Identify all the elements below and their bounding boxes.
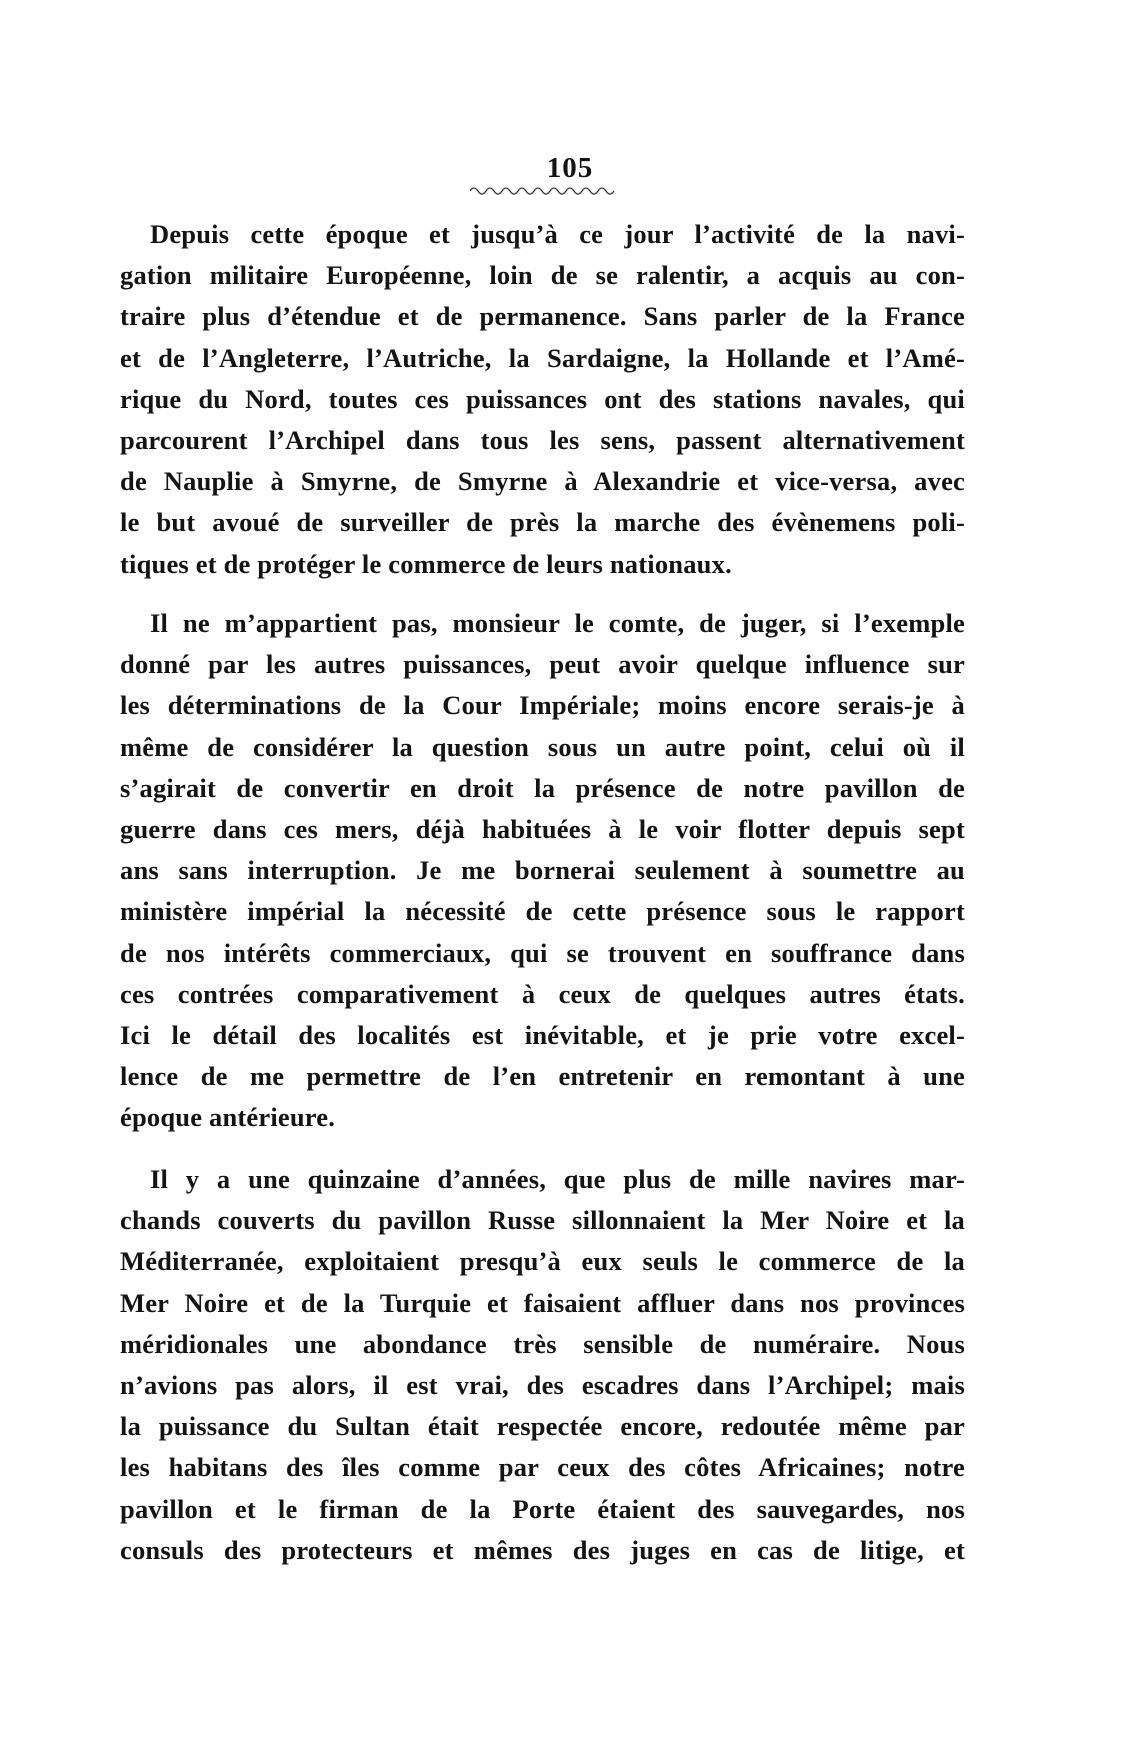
text-line: ministère impérial la nécessité de cette présence sous le rapport bbox=[120, 896, 965, 927]
text-line: Mer Noire et de la Turquie et faisaient affluer dans nos provinces bbox=[120, 1287, 965, 1318]
text-line: de nos intérêts commerciaux, qui se trouvent en souffrance dans bbox=[120, 937, 965, 968]
text-line: ans sans interruption. Je me bornerai seulement à soumettre au bbox=[120, 855, 965, 886]
page-number: 105 bbox=[546, 152, 594, 184]
text-line: les habitans des îles comme par ceux des côtes Africaines; notre bbox=[120, 1452, 965, 1483]
text-line: s’agirait de convertir en droit la présence de notre pavillon de bbox=[120, 772, 965, 803]
text-line: tiques et de protéger le commerce de leurs nationaux. bbox=[120, 548, 732, 579]
text-line: Méditerranée, exploitaient presqu’à eux seuls le commerce de la bbox=[120, 1246, 965, 1277]
text-line: pavillon et le firman de la Porte étaient des sauvegardes, nos bbox=[120, 1493, 965, 1524]
paragraph-3 bbox=[120, 1159, 965, 1612]
paragraph-2 bbox=[120, 603, 965, 1180]
text-line: le but avoué de surveiller de près la marche des évènemens poli- bbox=[120, 507, 965, 538]
text-line: traire plus d’étendue et de permanence. Sans parler de la France bbox=[120, 301, 965, 332]
text-line: Depuis cette époque et jusqu’à ce jour l’activité de la navi- bbox=[150, 219, 965, 249]
text-line: époque antérieure. bbox=[120, 1102, 336, 1133]
text-line: Ici le détail des localités est inévitable, et je prie votre excel- bbox=[120, 1020, 965, 1051]
text-line: donné par les autres puissances, peut avoir quelque influence sur bbox=[120, 649, 965, 680]
text-line: gation militaire Européenne, loin de se ralentir, a acquis au con- bbox=[120, 260, 965, 291]
text-line: parcourent l’Archipel dans tous les sens, passent alternativement bbox=[120, 425, 965, 456]
text-line: consuls des protecteurs et mêmes des juges en cas de litige, et bbox=[120, 1534, 965, 1565]
text-line: la puissance du Sultan était respectée encore, redoutée même par bbox=[120, 1411, 965, 1442]
text-line: guerre dans ces mers, déjà habituées à le voir flotter depuis sept bbox=[120, 814, 965, 845]
text-line: de Nauplie à Smyrne, de Smyrne à Alexandrie et vice-versa, avec bbox=[120, 466, 965, 497]
text-line: méridionales une abondance très sensible de numéraire. Nous bbox=[120, 1328, 965, 1359]
text-line: les déterminations de la Cour Impériale; moins encore serais-je à bbox=[120, 690, 965, 721]
text-line: ces contrées comparativement à ceux de quelques autres états. bbox=[120, 978, 965, 1009]
text-line: Il y a une quinzaine d’années, que plus de mille navires mar- bbox=[150, 1164, 965, 1194]
text-line: rique du Nord, toutes ces puissances ont des stations navales, qui bbox=[120, 383, 965, 414]
text-line: lence de me permettre de l’en entretenir en remontant à une bbox=[120, 1061, 965, 1092]
paragraph-1 bbox=[120, 214, 965, 626]
text-line: n’avions pas alors, il est vrai, des escadres dans l’Archipel; mais bbox=[120, 1370, 965, 1401]
text-line: chands couverts du pavillon Russe sillonnaient la Mer Noire et la bbox=[120, 1205, 965, 1236]
text-line: et de l’Angleterre, l’Autriche, la Sardaigne, la Hollande et l’Amé- bbox=[120, 342, 965, 373]
text-line: Il ne m’appartient pas, monsieur le comte, de juger, si l’exemple bbox=[150, 608, 965, 638]
page-number-ornament bbox=[470, 184, 620, 198]
text-line: même de considérer la question sous un autre point, celui où il bbox=[120, 731, 965, 762]
